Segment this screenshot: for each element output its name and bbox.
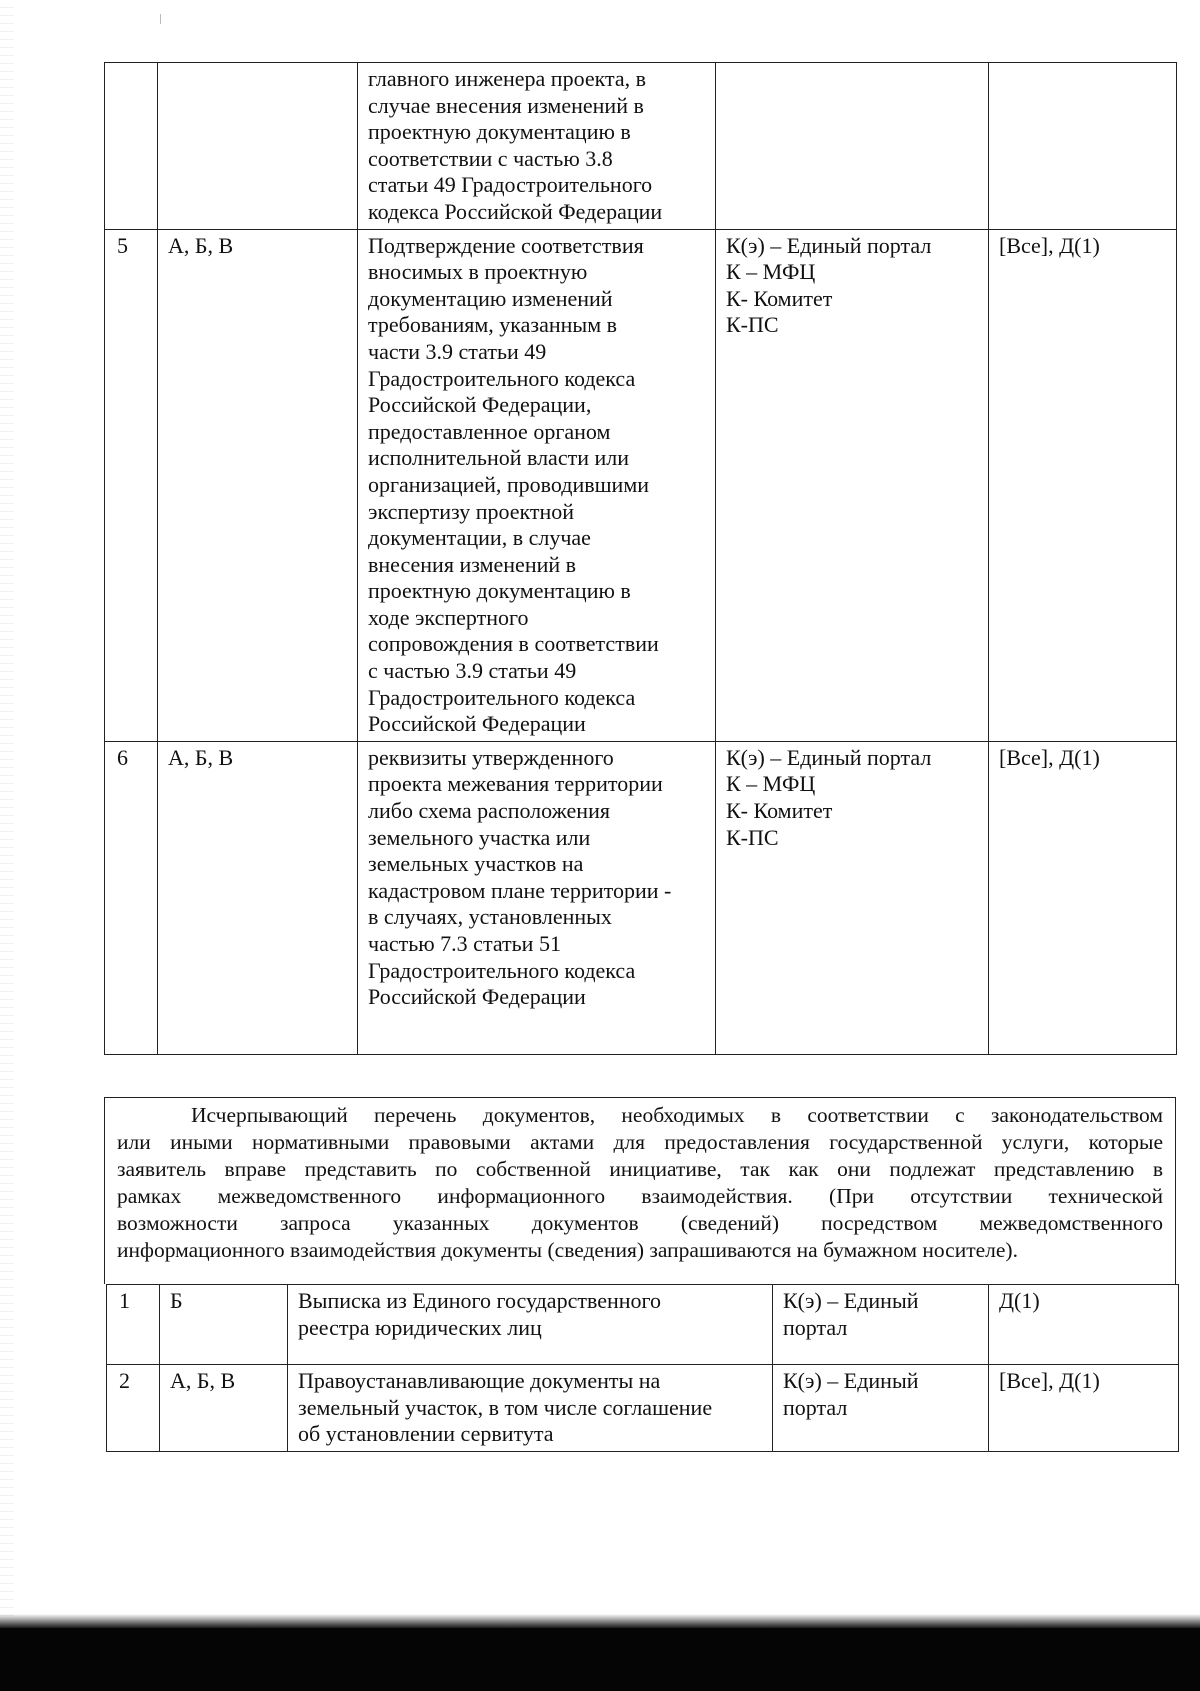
text-line: К(э) – Единый портал	[726, 744, 932, 770]
table-row	[105, 229, 1177, 741]
text-line: об установлении сервитута	[298, 1421, 554, 1447]
text-line: сопровождения в соответствии	[368, 631, 659, 657]
row-number: 2	[107, 1365, 160, 1452]
table-row	[105, 741, 1177, 1054]
reference-code: [Все], Д(1)	[989, 1365, 1179, 1452]
table-row	[105, 63, 1177, 230]
row-number: 6	[105, 741, 158, 1054]
text-line: проектную документацию в	[368, 578, 631, 604]
document-description	[358, 741, 716, 1054]
submission-method	[773, 1365, 989, 1452]
note-line: возможности запроса указанных документов (сведений) посредством межведомственного	[117, 1211, 1163, 1235]
text-line: проекта межевания территории	[368, 771, 663, 797]
applicant-categories: А, Б, В	[160, 1365, 288, 1452]
text-line: проектную документацию в	[368, 119, 631, 145]
applicant-categories: Б	[160, 1285, 288, 1365]
text-line: документацию изменений	[368, 285, 613, 311]
text-line: портал	[783, 1314, 848, 1340]
text-line: Правоустанавливающие документы на	[298, 1368, 661, 1393]
applicant-categories: А, Б, В	[158, 229, 358, 741]
text-line: земельного участка или	[368, 824, 591, 850]
reference-code: Д(1)	[989, 1285, 1179, 1365]
text-line: К- Комитет	[726, 798, 833, 824]
text-line: кадастровом плане территории -	[368, 877, 672, 903]
text-line: кодекса Российской Федерации	[368, 198, 663, 224]
text-line: предоставленное органом	[368, 418, 611, 444]
text-line: К(э) – Единый портал	[726, 232, 932, 258]
text-line: реестра юридических лиц	[298, 1314, 542, 1340]
applicant-categories: А, Б, В	[158, 741, 358, 1054]
interagency-documents-note	[104, 1097, 1176, 1284]
applicant-categories	[158, 63, 358, 230]
text-line: К- Комитет	[726, 285, 833, 311]
text-line: К-ПС	[726, 312, 779, 338]
text-line: статьи 49 Градостроительного	[368, 172, 653, 198]
table-row	[107, 1365, 1179, 1452]
scan-bottom-edge	[0, 1628, 1200, 1691]
submission-method	[773, 1285, 989, 1365]
text-line: либо схема расположения	[368, 798, 610, 824]
note-line: заявитель вправе представить по собственной инициативе, так как они подлежат представлению в	[117, 1157, 1163, 1181]
text-line: К – МФЦ	[726, 259, 816, 285]
text-line: в случаях, установленных	[368, 904, 612, 930]
text-line: К(э) – Единый	[783, 1368, 919, 1393]
text-line: соответствии с частью 3.8	[368, 145, 613, 171]
row-number: 5	[105, 229, 158, 741]
text-line: Градостроительного кодекса	[368, 957, 636, 983]
reference-code	[989, 63, 1177, 230]
text-line: К-ПС	[726, 824, 779, 850]
text-line: земельный участок, в том числе соглашение	[298, 1394, 713, 1420]
text-line: внесения изменений в	[368, 551, 577, 577]
submission-method	[716, 63, 989, 230]
note-line: рамках межведомственного информационного взаимодействия. (При отсутствии технической	[117, 1184, 1163, 1208]
text-line: Подтверждение соответствия	[368, 232, 644, 258]
document-description	[358, 63, 716, 230]
reference-code: [Все], Д(1)	[989, 229, 1177, 741]
text-line: случае внесения изменений в	[368, 92, 644, 118]
reference-code: [Все], Д(1)	[989, 741, 1177, 1054]
text-line: с частью 3.9 статьи 49	[368, 658, 577, 684]
submission-method	[716, 741, 989, 1054]
text-line: главного инженера проекта, в	[368, 66, 647, 91]
text-line: Градостроительного кодекса	[368, 684, 636, 710]
text-line: экспертизу проектной	[368, 498, 575, 524]
note-line: или иными нормативными правовыми актами для предоставления государственной услуги, которые	[117, 1130, 1163, 1154]
text-line: Российской Федерации	[368, 984, 586, 1010]
text-line: требованиям, указанным в	[368, 312, 618, 338]
text-line: документации, в случае	[368, 525, 591, 551]
text-line: частью 7.3 статьи 51	[368, 931, 561, 956]
scan-mark	[160, 14, 161, 24]
text-line: К(э) – Единый	[783, 1288, 919, 1313]
scan-shadow	[0, 1614, 1200, 1628]
text-line: портал	[783, 1394, 848, 1420]
text-line: ходе экспертного	[368, 604, 529, 630]
text-line: Выписка из Единого государственного	[298, 1288, 661, 1313]
text-line: исполнительной власти или	[368, 445, 630, 471]
document-description	[288, 1365, 773, 1452]
text-line: К – МФЦ	[726, 771, 816, 797]
document-description	[288, 1285, 773, 1365]
document-description	[358, 229, 716, 741]
row-number	[105, 63, 158, 230]
table-row	[107, 1285, 1179, 1365]
text-line: реквизиты утвержденного	[368, 744, 614, 770]
text-line: Российской Федерации,	[368, 392, 592, 418]
text-line: организацией, проводившими	[368, 471, 650, 497]
note-line: Исчерпывающий перечень документов, необходимых в соответствии с законодательством	[191, 1103, 1163, 1127]
submission-method	[716, 229, 989, 741]
note-line: информационного взаимодействия документы (сведения) запрашиваются на бумажном носителе).	[117, 1238, 1018, 1262]
text-line: вносимых в проектную	[368, 259, 588, 285]
documents-table-bottom	[106, 1284, 1179, 1452]
text-line: части 3.9 статьи 49	[368, 338, 547, 364]
scan-edge-noise	[0, 0, 14, 1620]
text-line: Градостроительного кодекса	[368, 365, 636, 391]
text-line: Российской Федерации	[368, 711, 586, 737]
row-number: 1	[107, 1285, 160, 1365]
text-line: земельных участков на	[368, 851, 584, 877]
documents-table-top	[104, 62, 1177, 1055]
